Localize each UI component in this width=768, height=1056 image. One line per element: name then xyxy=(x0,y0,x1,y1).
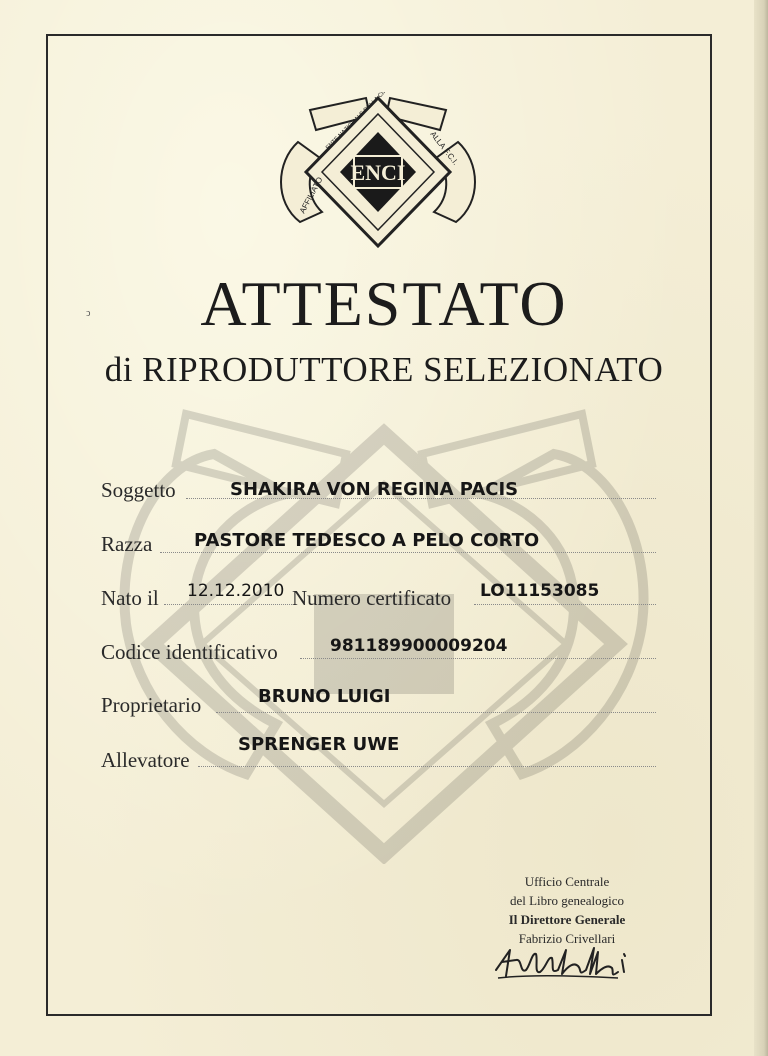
allevatore-line xyxy=(198,766,656,767)
certificate-title: ATTESTATO xyxy=(200,268,568,339)
logo-ribbon-right-text: ALLA F.C.I. xyxy=(428,129,461,167)
office-block xyxy=(470,872,664,948)
proprietario-label: Proprietario xyxy=(101,693,202,717)
codice-value: 981189900009204 xyxy=(330,636,508,656)
nato-value: 12.12.2010 xyxy=(187,581,285,601)
numero-certificato-line xyxy=(474,604,656,605)
soggetto-label: Soggetto xyxy=(101,478,176,502)
proprietario-value: BRUNO LUIGI xyxy=(258,686,391,707)
soggetto-value: SHAKIRA VON REGINA PACIS xyxy=(230,479,519,500)
logo-ribbon-left-text: AFFILIATO xyxy=(297,175,325,215)
allevatore-label: Allevatore xyxy=(101,748,190,772)
nato-line xyxy=(164,604,292,605)
office-line-3: Il Direttore Generale xyxy=(508,912,626,927)
logo-center-text: ENCI xyxy=(350,160,406,185)
numero-certificato-label: Numero certificato xyxy=(292,586,452,610)
nato-label: Nato il xyxy=(101,586,159,610)
certificate-subtitle: di RIPRODUTTORE SELEZIONATO xyxy=(104,350,664,389)
codice-label: Codice identificativo xyxy=(101,640,278,664)
allevatore-value: SPRENGER UWE xyxy=(238,734,400,755)
razza-value: PASTORE TEDESCO A PELO CORTO xyxy=(194,530,540,551)
office-line-2: del Libro genealogico xyxy=(509,893,625,908)
numero-certificato-value: LO11153085 xyxy=(480,581,600,601)
paper-edge xyxy=(754,0,768,1056)
proprietario-line xyxy=(216,712,656,713)
enci-logo xyxy=(270,92,486,252)
office-line-1: Ufficio Centrale xyxy=(524,874,610,889)
razza-line xyxy=(160,552,656,553)
office-line-4: Fabrizio Crivellari xyxy=(518,931,616,946)
codice-line xyxy=(300,658,656,659)
director-signature xyxy=(492,940,636,984)
enci-watermark-logo xyxy=(96,394,672,864)
scan-mark: ↄ xyxy=(86,308,91,319)
razza-label: Razza xyxy=(101,532,153,556)
